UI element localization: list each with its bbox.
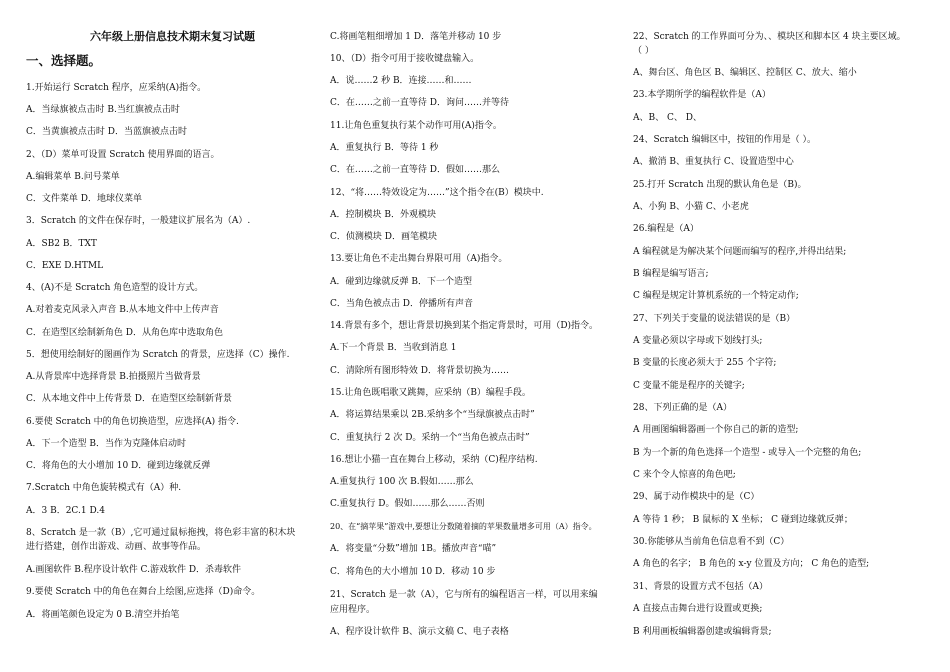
answer-options: A．将变量“分数”增加 1B。播放声音“喵” <box>330 544 497 554</box>
question-text: 应用程序。 <box>330 605 376 615</box>
question-text: （ ） <box>633 46 654 56</box>
question-text: 16.想让小猫一直在舞台上移动，采纳（C)程序结构. <box>330 455 538 465</box>
answer-options: A．SB2 B．TXT <box>26 239 97 249</box>
answer-options: A、程序设计软件 B、演示文稿 C、电子表格 <box>330 627 509 637</box>
answer-options: B 编程是编写语言; <box>633 269 709 279</box>
answer-options: C．当角色被点击 D．停播所有声音 <box>330 299 473 309</box>
answer-options: A.下一个背景 B．当收到消息 1 <box>330 343 457 353</box>
document-title: 六年级上册信息技术期末复习试题 <box>90 30 255 43</box>
answer-options: C.重复执行 D。假如……那么……否则 <box>330 499 485 509</box>
question-text: 26.编程是（A） <box>633 224 699 234</box>
question-text: 进行搭建，创作出游戏、动画、故事等作品。 <box>26 542 207 552</box>
answer-options: A、舞台区、角色区 B、编辑区、控制区 C、放大、缩小 <box>633 68 857 78</box>
answer-options: C 变量不能是程序的关键字; <box>633 381 745 391</box>
question-text: 2、（D）菜单可设置 Scratch 使用界面的语言。 <box>26 150 220 160</box>
answer-options: A.重复执行 100 次 B.假如……那么 <box>330 477 474 487</box>
answer-options: C．清除所有图形特效 D．将背景切换为…… <box>330 366 509 376</box>
question-text: 22、Scratch 的工作界面可分为、、模块区和脚本区 4 块主要区域。 <box>633 32 906 42</box>
answer-options: B 利用画板编辑器创建或编辑背景; <box>633 627 772 637</box>
answer-options: A．3 B．2C.1 D.4 <box>26 506 105 516</box>
answer-options: A.从背景库中选择背景 B.拍摄照片当做背景 <box>26 372 201 382</box>
question-text: 29、属于动作模块中的是（C） <box>633 492 760 502</box>
answer-options: C.将画笔粗细增加 1 D．落笔并移动 10 步 <box>330 32 502 42</box>
answer-options: C．重复执行 2 次 D。采纳一个“当角色被点击时” <box>330 433 530 443</box>
question-text: 20、在“摘苹果”游戏中,要想让分数随着摘的苹果数量增多可用（A）指令。 <box>330 522 597 531</box>
answer-options: A 角色的名字； B 角色的 x-y 位置及方向； C 角色的造型; <box>633 559 870 569</box>
answer-options: A 用画图编辑器画一个你自己的新的造型; <box>633 425 799 435</box>
answer-options: A 编程就是为解决某个问题而编写的程序,并得出结果; <box>633 247 847 257</box>
question-text: 7.Scratch 中角色旋转模式有（A）种. <box>26 483 182 493</box>
answer-options: C．在……之前一直等待 D．询问……并等待 <box>330 98 509 108</box>
question-text: 13.要让角色不走出舞台界限可用（A)指令。 <box>330 254 508 264</box>
question-text: 21、Scratch 是一款（A），它与所有的编程语言一样，可以用来编 <box>330 590 598 600</box>
section-heading: 一、选择题。 <box>26 53 102 68</box>
answer-options: A 直接点击舞台进行设置或更换; <box>633 604 763 614</box>
answer-options: C．侦测模块 D．画笔模块 <box>330 232 437 242</box>
question-text: 23.本学期所学的编程软件是（A） <box>633 90 771 100</box>
question-text: 30.你能够从当前角色信息看不到（C） <box>633 537 790 547</box>
answer-options: A．当绿旗被点击时 B.当红旗被点击时 <box>26 105 180 115</box>
question-text: 3．Scratch 的文件在保存时，一般建议扩展名为（A）. <box>26 216 251 226</box>
answer-options: A、B、 C、 D、 <box>633 113 702 123</box>
question-text: 8、Scratch 是一款（B）,它可通过鼠标拖拽，将色彩丰富的积木块 <box>26 528 296 538</box>
answer-options: A.编辑菜单 B.问号菜单 <box>26 172 120 182</box>
answer-options: A．说……2 秒 B．连接……和…… <box>330 76 472 86</box>
question-text: 27、下列关于变量的说法错误的是（B） <box>633 314 796 324</box>
answer-options: A．控制模块 B．外观模块 <box>330 210 436 220</box>
answer-options: A．碰到边缘就反弹 B．下一个造型 <box>330 277 472 287</box>
answer-options: A、撤消 B、重复执行 C、设置造型中心 <box>633 157 794 167</box>
answer-options: C．EXE D.HTML <box>26 261 104 271</box>
answer-options: A 等待 1 秒； B 鼠标的 X 坐标； C 碰到边缘就反弹； <box>633 515 853 525</box>
question-text: 31、背景的设置方式不包括（A） <box>633 582 768 592</box>
answer-options: C．在……之前一直等待 D．假如……那么 <box>330 165 500 175</box>
answer-options: A．重复执行 B．等待 1 秒 <box>330 143 439 153</box>
answer-options: C．将角色的大小增加 10 D．移动 10 步 <box>330 567 496 577</box>
question-text: 6.要使 Scratch 中的角色切换造型，应选择(A) 指令. <box>26 417 239 427</box>
answer-options: A 变量必须以字母或下划线打头; <box>633 336 763 346</box>
answer-options: C．将角色的大小增加 10 D．碰到边缘就反弹 <box>26 461 211 471</box>
question-text: 24、Scratch 编辑区中，按钮的作用是（ ）。 <box>633 135 817 145</box>
question-text: 28、下列正确的是（A） <box>633 403 732 413</box>
answer-options: C．文件菜单 D．地球仪菜单 <box>26 194 142 204</box>
question-text: 1.开始运行 Scratch 程序，应采纳(A)指令。 <box>26 83 207 93</box>
question-text: 12、“将……特效设定为……”这个指令在(B）模块中. <box>330 188 544 198</box>
question-text: 4、(A)不是 Scratch 角色造型的设计方式。 <box>26 283 204 293</box>
question-text: 11.让角色重复执行某个动作可用(A)指令。 <box>330 121 502 131</box>
answer-options: B 为一个新的角色选择一个造型 - 或导入一个完整的角色; <box>633 448 862 458</box>
answer-options: C 来个令人惊喜的角色吧; <box>633 470 736 480</box>
answer-options: A.对着麦克风录入声音 B.从本地文件中上传声音 <box>26 305 219 315</box>
question-text: 9.要使 Scratch 中的角色在舞台上绘图,应选择（D)命令。 <box>26 587 261 597</box>
answer-options: A．下一个造型 B．当作为克隆体启动时 <box>26 439 186 449</box>
question-text: 14.背景有多个，想让背景切换到某个指定背景时，可用（D)指令。 <box>330 321 599 331</box>
question-text: 15.让角色既唱歌又跳舞，应采纳（B）编程手段。 <box>330 388 531 398</box>
answer-options: A．将画笔颜色设定为 0 B.清空并抬笔 <box>26 610 180 620</box>
answer-options: C．从本地文件中上传背景 D．在造型区绘制新背景 <box>26 394 232 404</box>
answer-options: A.画图软件 B.程序设计软件 C.游戏软件 D．杀毒软件 <box>26 565 242 575</box>
answer-options: A．将运算结果乘以 2B.采纳多个“当绿旗被点击时” <box>330 410 535 420</box>
answer-options: C．在造型区绘制新角色 D．从角色库中选取角色 <box>26 328 223 338</box>
answer-options: A、小狗 B、小猫 C、小老虎 <box>633 202 749 212</box>
answer-options: C 编程是规定计算机系统的一个特定动作; <box>633 291 799 301</box>
question-text: 10、（D）指令可用于接收键盘输入。 <box>330 54 480 64</box>
answer-options: C．当黄旗被点击时 D．当蓝旗被点击时 <box>26 127 187 137</box>
question-text: 25.打开 Scratch 出现的默认角色是（B)。 <box>633 180 807 190</box>
answer-options: B 变量的长度必须大于 255 个字符; <box>633 358 777 368</box>
question-text: 5．想使用绘制好的图画作为 Scratch 的背景，应选择（C）操作. <box>26 350 290 360</box>
